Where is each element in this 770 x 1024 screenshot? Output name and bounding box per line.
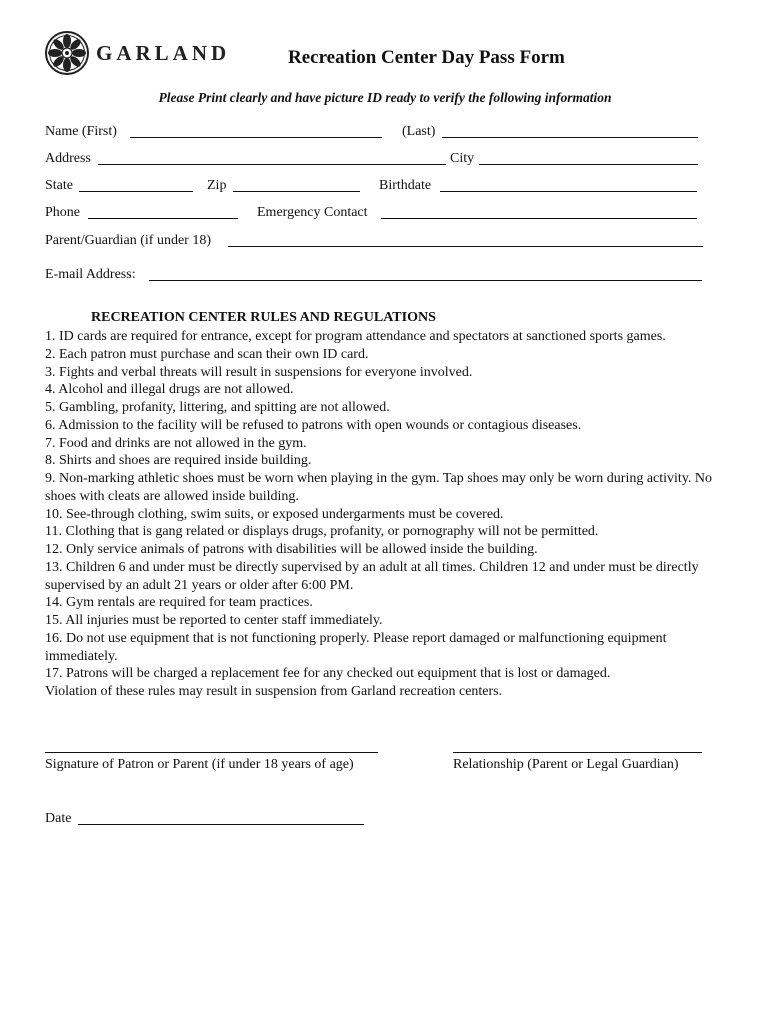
- address-field[interactable]: [98, 163, 446, 165]
- rule-item: 8. Shirts and shoes are required inside building.: [45, 453, 312, 469]
- patron-signature-label: Signature of Patron or Parent (if under 18 years of age): [45, 757, 354, 772]
- date-label: Date: [45, 811, 72, 826]
- garland-seal-icon: [44, 30, 90, 76]
- emergency-contact-field[interactable]: [381, 217, 697, 219]
- last-name-label: (Last): [402, 124, 436, 139]
- address-label: Address: [45, 151, 91, 166]
- rule-item: 10. See-through clothing, swim suits, or exposed undergarments must be covered.: [45, 506, 504, 522]
- page-title: Recreation Center Day Pass Form: [288, 47, 565, 68]
- rule-item: 14. Gym rentals are required for team practices.: [45, 595, 313, 611]
- first-name-field[interactable]: [130, 136, 382, 138]
- rule-item: 13. Children 6 and under must be directly supervised by an adult at all times. Children 12 and under must be directly supervised by an adult 21 years or older after 6:00 PM.: [45, 559, 699, 593]
- rule-item: 7. Food and drinks are not allowed in the gym.: [45, 435, 307, 451]
- patron-signature-field[interactable]: [45, 752, 378, 753]
- rule-item: 4. Alcohol and illegal drugs are not allowed.: [45, 382, 294, 398]
- instruction-text: Please Print clearly and have picture ID ready to verify the following information: [158, 90, 612, 105]
- logo-text: GARLAND: [96, 40, 231, 65]
- rule-item: 15. All injuries must be reported to center staff immediately.: [45, 613, 383, 628]
- rule-item: 2. Each patron must purchase and scan their own ID card.: [45, 346, 369, 362]
- phone-label: Phone: [45, 205, 80, 220]
- state-label: State: [45, 178, 73, 193]
- garland-logo: [44, 30, 230, 76]
- rule-item: 3. Fights and verbal threats will result in suspensions for everyone involved.: [45, 364, 473, 380]
- relationship-label: Relationship (Parent or Legal Guardian): [453, 757, 679, 772]
- rule-item: 5. Gambling, profanity, littering, and spitting are not allowed.: [45, 400, 390, 415]
- rule-item: 11. Clothing that is gang related or displays drugs, profanity, or pornography will not be permitted.: [45, 524, 599, 540]
- first-name-label: Name (First): [45, 124, 117, 139]
- rule-item: 6. Admission to the facility will be refused to patrons with open wounds or contagious diseases.: [45, 417, 582, 433]
- email-field[interactable]: [149, 279, 702, 281]
- rule-item: 9. Non-marking athletic shoes must be worn when playing in the gym. Tap shoes may only be worn during activity. No shoes with cleats are allowed inside building.: [45, 471, 713, 504]
- rules-list: [45, 328, 725, 701]
- birthdate-field[interactable]: [440, 190, 697, 192]
- city-field[interactable]: [479, 163, 698, 165]
- rules-heading: RECREATION CENTER RULES AND REGULATIONS: [91, 310, 436, 325]
- last-name-field[interactable]: [442, 136, 698, 138]
- state-field[interactable]: [79, 190, 193, 192]
- zip-field[interactable]: [233, 190, 360, 192]
- relationship-field[interactable]: [453, 752, 702, 753]
- rule-item: 17. Patrons will be charged a replacement fee for any checked out equipment that is lost or damaged.: [45, 666, 611, 682]
- zip-label: Zip: [207, 178, 227, 193]
- guardian-label: Parent/Guardian (if under 18): [45, 233, 211, 248]
- rule-item: 16. Do not use equipment that is not functioning properly. Please report damaged or malfunctioning equipment immediately.: [45, 630, 667, 664]
- rule-item: 1. ID cards are required for entrance, except for program attendance and spectators at sanctioned sports games.: [45, 329, 666, 344]
- rule-item: 12. Only service animals of patrons with disabilities will be allowed inside the building.: [45, 542, 538, 557]
- emergency-contact-label: Emergency Contact: [257, 205, 368, 220]
- date-field[interactable]: [78, 823, 364, 825]
- rules-footer-note: Violation of these rules may result in suspension from Garland recreation centers.: [45, 684, 503, 699]
- email-label: E-mail Address:: [45, 267, 136, 282]
- birthdate-label: Birthdate: [379, 178, 432, 193]
- city-label: City: [450, 151, 475, 166]
- phone-field[interactable]: [88, 217, 238, 219]
- guardian-field[interactable]: [228, 245, 703, 247]
